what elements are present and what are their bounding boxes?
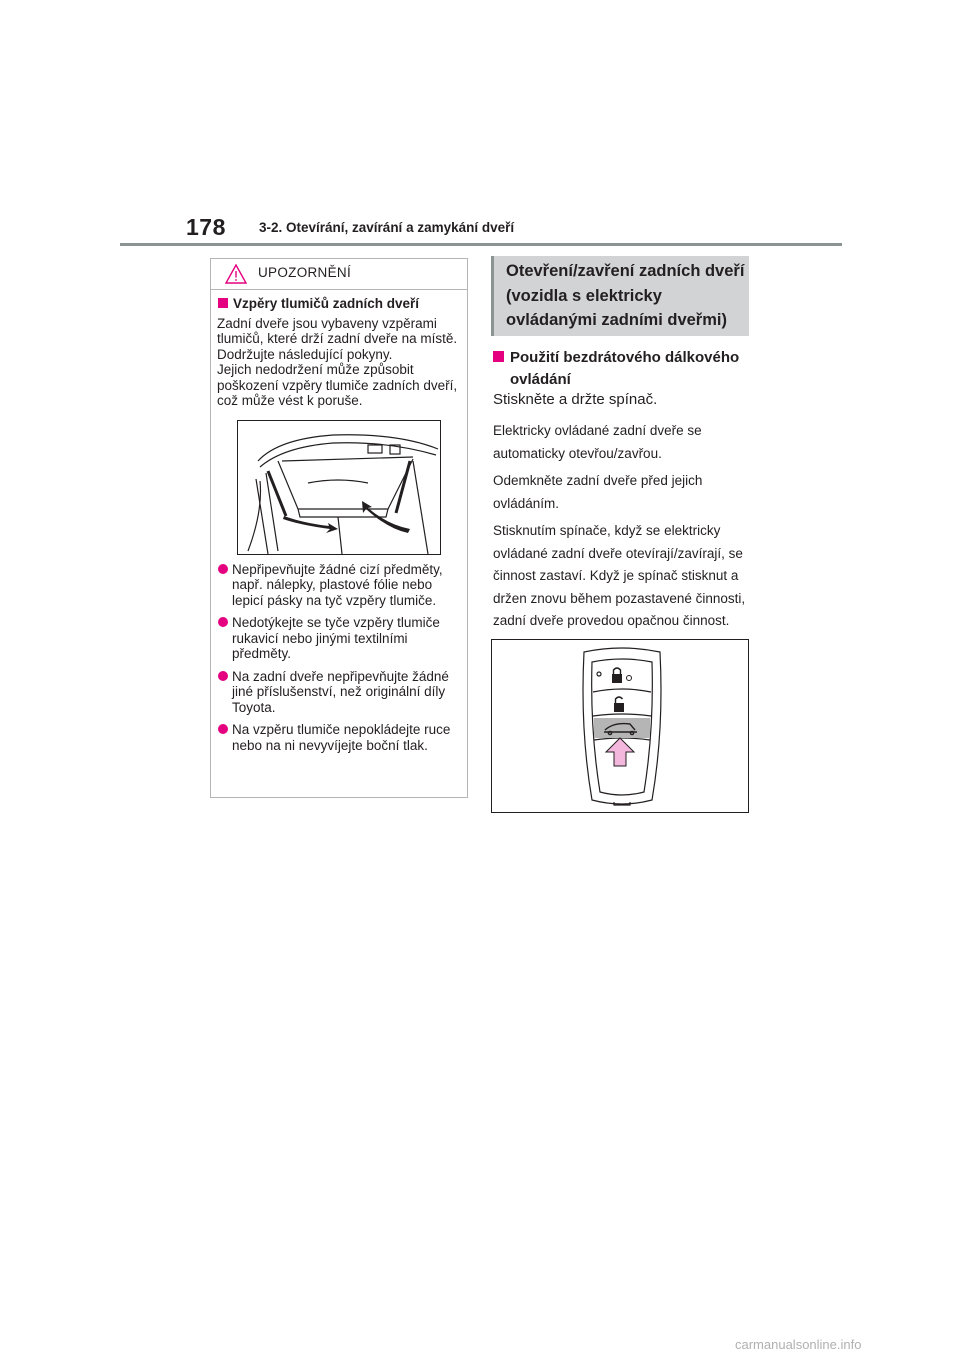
warning-triangle-icon [225, 264, 247, 284]
caution-bullet [217, 615, 461, 662]
subsection-heading [493, 347, 753, 391]
caution-consequence: Jejich nedodržení může způsobit poškození vzpěry tlumiče zadních dveří, což může vést k poruše. [217, 362, 458, 408]
caution-instruction: Dodržujte následující pokyny. [217, 346, 393, 362]
remote-key-illustration [491, 639, 749, 813]
caution-header [211, 259, 467, 290]
lock-icon [612, 668, 622, 683]
tailgate-illustration [237, 420, 441, 555]
caution-subheading [217, 296, 461, 312]
caution-body [211, 290, 467, 753]
caution-bullet [217, 669, 461, 716]
round-bullet-icon [218, 617, 228, 627]
square-bullet-icon [493, 351, 504, 362]
subsection-heading-text: Použití bezdrátového dálkového ovládání [510, 349, 740, 388]
instruction-text: Stiskněte a držte spínač. [493, 391, 658, 408]
caution-bullet [217, 562, 461, 609]
body-paragraph: Stisknutím spínače, když se elektricky ovládané zadní dveře otevírají/zavírají, se činnost zastaví. Když je spínač stisknut a držen znovu během pozastavené činnosti, zadní dveře provedou opačnou činnost. [493, 523, 746, 628]
caution-bullet [217, 722, 461, 753]
body-paragraph: Elektricky ovládané zadní dveře se automaticky otevřou/zavřou. [493, 423, 702, 461]
watermark: carmanualsonline.info [735, 1337, 862, 1352]
caution-title: UPOZORNĚNÍ [258, 265, 352, 280]
square-bullet-icon [218, 298, 228, 308]
caution-bullet-text: Na zadní dveře nepřipevňujte žádné jiné příslušenství, než originální díly Toyota. [232, 668, 449, 715]
caution-intro: Zadní dveře jsou vybaveny vzpěrami tlumičů, které drží zadní dveře na místě. [217, 315, 458, 346]
header-rule [120, 243, 842, 246]
section-heading-text: Otevření/zavření zadních dveří (vozidla s elektricky ovládanými zadními dveřmi) [506, 262, 745, 329]
caution-box [210, 258, 468, 798]
caution-bullet-text: Na vzpěru tlumiče nepokládejte ruce nebo na ni nevyvíjejte boční tlak. [232, 722, 451, 753]
section-heading [491, 256, 749, 336]
page-number: 178 [186, 214, 226, 240]
section-title: 3-2. Otevírání, zavírání a zamykání dveří [259, 220, 515, 235]
round-bullet-icon [218, 671, 228, 681]
body-text [493, 420, 753, 638]
unlock-icon [614, 697, 624, 712]
round-bullet-icon [218, 564, 228, 574]
caution-bullet-text: Nepřipevňujte žádné cizí předměty, např. nálepky, plastové fólie nebo lepicí pásky na tyč vzpěry tlumiče. [232, 561, 443, 608]
caution-bullet-text: Nedotýkejte se tyče vzpěry tlumiče rukavicí nebo jinými textilními předměty. [232, 615, 440, 661]
round-bullet-icon [218, 724, 228, 734]
body-paragraph: Odemkněte zadní dveře před jejich ovládáním. [493, 473, 703, 511]
caution-subheading-text: Vzpěry tlumičů zadních dveří [233, 296, 420, 311]
press-arrow-icon [606, 738, 634, 766]
